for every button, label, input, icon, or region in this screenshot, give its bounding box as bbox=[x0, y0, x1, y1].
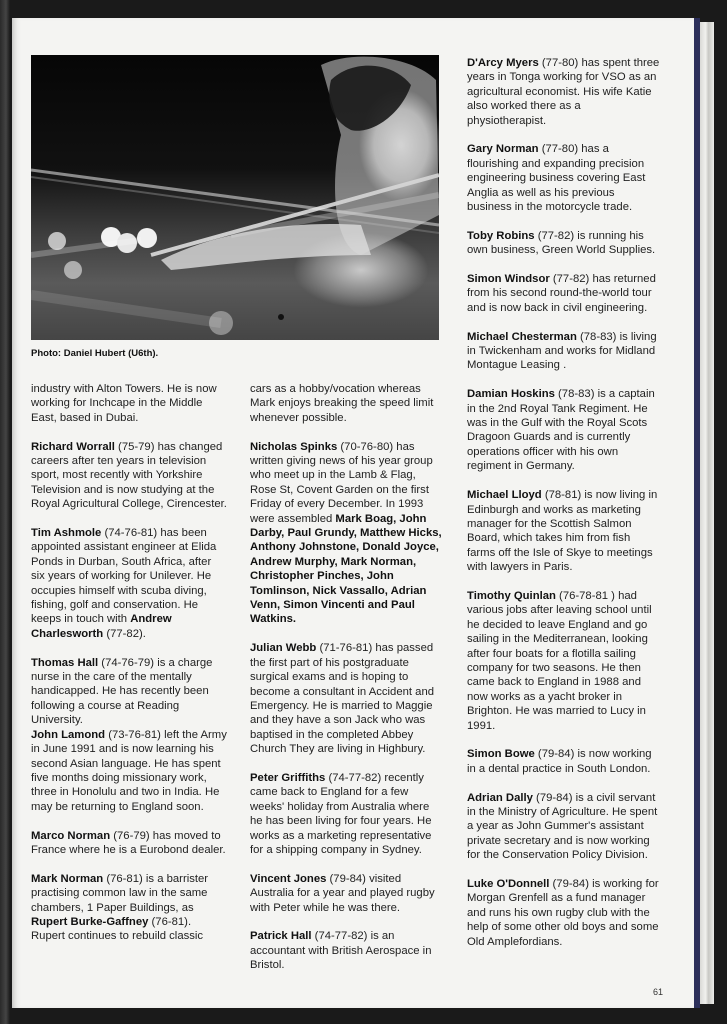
snooker-photo bbox=[31, 55, 439, 340]
alumni-entry bbox=[467, 330, 661, 373]
entry-text: (79-84) is now working in a dental practice in South London. bbox=[467, 748, 652, 775]
alumni-entry bbox=[467, 387, 661, 473]
alumni-entry bbox=[467, 142, 661, 214]
entry-text: cars as a hobby/vocation whereas Mark enjoys breaking the speed limit whenever possible. bbox=[250, 383, 434, 424]
alumni-name: Mark Norman bbox=[31, 872, 104, 885]
entry-text: (78-83) is living in Twickenham and works for Midland Montague Leasing . bbox=[467, 330, 657, 372]
entry-text: (71-76-81) has passed the first part of his postgraduate surgical exams and is hoping to become a consultant in Accident and Emergency. He is married to Maggie and they have a son Jack who was baptised in the completed Abbey Church They are living in Highbury. bbox=[250, 642, 435, 756]
alumni-entry bbox=[467, 747, 661, 776]
alumni-name: Luke O'Donnell bbox=[467, 878, 550, 890]
alumni-name: Richard Worrall bbox=[31, 440, 115, 453]
entry-text: (73-76-81) left the Army in June 1991 and is now learning his second Asian language. He has spent five months doing missionary work, three in Honolulu and two in India. He may be returning to England soon. bbox=[31, 728, 227, 813]
alumni-name: Mark Boag, John Darby, Paul Grundy, Matthew Hicks, Anthony Johnstone, Donald Joyce, Andrew Murphy, Mark Norman, Christopher Pinches, John Tomlinson, Nick Vassallo, Adrian Venn, Simon Vincenti and Paul Watkins. bbox=[250, 512, 442, 626]
entry-text: (70-76-80) has written giving news of his year group who meet up in the Lamb & Flag, Rose St, Covent Garden on the first Friday of every December. In 1993 were assembled bbox=[250, 440, 433, 525]
alumni-name: D'Arcy Myers bbox=[467, 57, 539, 69]
column-right bbox=[467, 56, 661, 963]
entry-text: (74-77-82) recently came back to England for a few weeks' holiday from Australia where he has been living for four years. He works as a marketing representative for a shipping company in Sydney. bbox=[250, 771, 432, 856]
alumni-name: Patrick Hall bbox=[250, 930, 312, 943]
alumni-name: Adrian Dally bbox=[467, 791, 533, 804]
entry-text: (79-84) is working for Morgan Grenfell as a fund manager and runs his own rugby club with the help of some other old boys and some Old Amplefordians. bbox=[467, 878, 659, 948]
alumni-entry bbox=[31, 440, 227, 512]
entry-text: (79-84) visited Australia for a year and played rugby with Peter while he was there. bbox=[250, 872, 435, 914]
entry-text: (74-76-81) has been appointed assistant engineer at Elida Ponds in Durban, South Africa, after six years of working for Unilever. He occupies himself with scuba diving, fishing, golf and conservation. He keeps in touch with bbox=[31, 527, 217, 626]
alumni-name: Andrew Charlesworth bbox=[31, 613, 172, 640]
column-left bbox=[31, 382, 227, 958]
alumni-entry bbox=[467, 877, 661, 949]
alumni-entry bbox=[250, 929, 442, 972]
alumni-name: Michael Lloyd bbox=[467, 489, 542, 502]
alumni-name: Tim Ashmole bbox=[31, 527, 102, 540]
alumni-entry bbox=[467, 791, 661, 863]
entry-text: (75-79) has changed careers after ten years in television sport, most recently with Yorkshire Television and is now studying at the Royal Agricultural College, Cirencester. bbox=[31, 440, 227, 511]
alumni-entry bbox=[250, 771, 442, 857]
alumni-name: Vincent Jones bbox=[250, 872, 327, 885]
alumni-entry bbox=[31, 656, 227, 728]
alumni-entry bbox=[250, 641, 442, 756]
entry-text: (77-82) is running his own business, Green World Supplies. bbox=[467, 229, 656, 257]
entry-text: (79-84) is a civil servant in the Ministry of Agriculture. He spent a year as John Gummer's assistant private secretary and is now working for the Conservation Policy Division. bbox=[467, 791, 658, 862]
photo-caption: Photo: Daniel Hubert (U6th). bbox=[31, 348, 159, 359]
alumni-entry bbox=[467, 229, 661, 258]
alumni-name: Michael Chesterman bbox=[467, 330, 577, 343]
alumni-name: Marco Norman bbox=[31, 829, 111, 842]
alumni-name: Damian Hoskins bbox=[467, 388, 555, 401]
alumni-name: Timothy Quinlan bbox=[467, 589, 556, 602]
alumni-name: Simon Bowe bbox=[467, 748, 535, 761]
entry-text: (78-81) is now living in Edinburgh and works as marketing manager for the Scottish Salmon Board, which takes him from fish farms off the Isle of Skye to meetings with lawyers in Paris. bbox=[467, 489, 658, 574]
alumni-entry bbox=[31, 382, 227, 425]
entry-text: (76-81). Rupert continues to rebuild classic bbox=[31, 915, 204, 943]
alumni-entry bbox=[467, 488, 661, 574]
column-middle bbox=[250, 382, 442, 987]
entry-text: (77-80) has spent three years in Tonga working for VSO as an agricultural economist. His wife Katie also worked there as a physiotherapist. bbox=[467, 57, 660, 127]
snooker-photo-art bbox=[31, 55, 439, 340]
alumni-name: Thomas Hall bbox=[31, 656, 99, 669]
entry-text: industry with Alton Towers. He is now working for Inchcape in the Middle East, based in Dubai. bbox=[31, 383, 217, 424]
alumni-name: Peter Griffiths bbox=[250, 771, 326, 784]
entry-text: (76-79) has moved to France where he is a Eurobond dealer. bbox=[31, 829, 226, 856]
entry-text: (77-82). bbox=[103, 627, 146, 640]
page-stack-edge bbox=[700, 22, 714, 1004]
alumni-entry bbox=[31, 526, 227, 641]
entry-text: (76-81) is a barrister practising common law in the same chambers, 1 Paper Buildings, as bbox=[31, 872, 209, 914]
entry-text: (74-77-82) is an accountant with British Aerospace in Bristol. bbox=[250, 930, 432, 972]
alumni-entry bbox=[467, 56, 661, 128]
alumni-entry bbox=[31, 829, 227, 858]
alumni-entry bbox=[467, 272, 661, 315]
alumni-name: Simon Windsor bbox=[467, 273, 550, 286]
entry-text: (76-78-81 ) had various jobs after leaving school until he decided to leave England and go sailing in the Mediterranean, looking after four boats for a flotilla sailing company for two seasons. He then came back to England in 1988 and now works as a yacht broker in Brighton. He was married to Lucy in 1991. bbox=[467, 589, 652, 732]
alumni-entry bbox=[250, 382, 442, 425]
entry-text: (74-76-79) is a charge nurse in the care of the mentally handicapped. He has recently been following a course at Reading University. bbox=[31, 656, 213, 727]
alumni-entry bbox=[31, 728, 227, 814]
page-number: 61 bbox=[653, 987, 664, 997]
entry-text: (77-82) has returned from his second round-the-world tour and is now back in civil engineering. bbox=[467, 273, 656, 314]
alumni-name: Gary Norman bbox=[467, 143, 539, 156]
alumni-entry bbox=[467, 589, 661, 733]
alumni-name: Rupert Burke-Gaffney bbox=[31, 915, 149, 928]
entry-text: (77-80) has a flourishing and expanding precision engineering business covering East Anglia as well as his previous business in the motorcycle trade. bbox=[467, 143, 646, 214]
alumni-name: John Lamond bbox=[31, 728, 106, 741]
alumni-name: Julian Webb bbox=[250, 642, 317, 655]
alumni-entry bbox=[31, 872, 227, 944]
alumni-name: Nicholas Spinks bbox=[250, 440, 338, 453]
entry-text: (78-83) is a captain in the 2nd Royal Tank Regiment. He was in the Gulf with the Royal Scots Dragoon Guards and is currently operations officer with his own regiment in Germany. bbox=[467, 388, 655, 473]
alumni-entry bbox=[250, 440, 442, 627]
alumni-name: Toby Robins bbox=[467, 229, 535, 242]
alumni-entry bbox=[250, 872, 442, 915]
